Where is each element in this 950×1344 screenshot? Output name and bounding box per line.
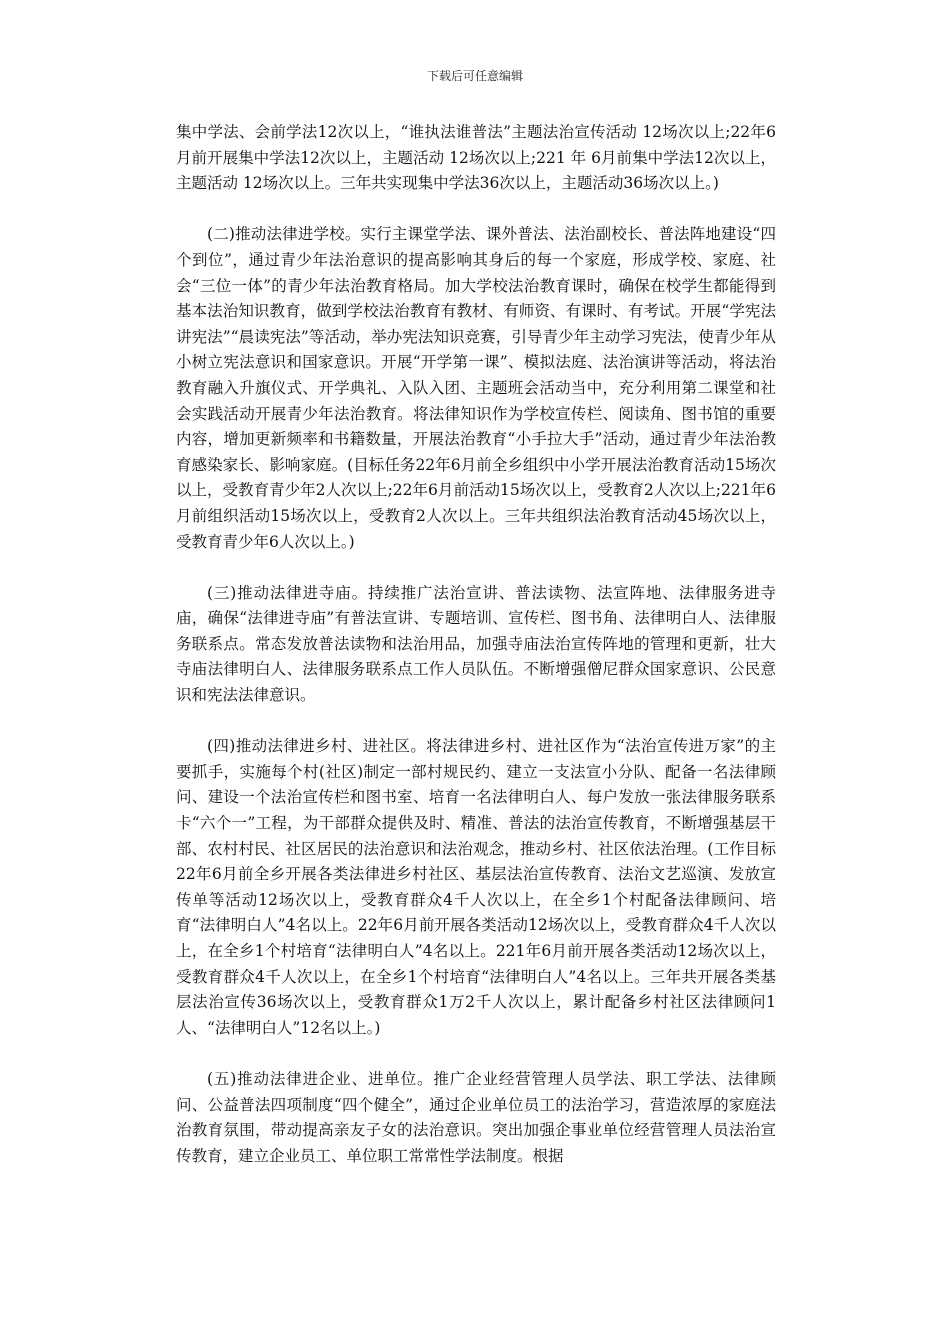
paragraph-law-into-temples: (三)推动法律进寺庙。持续推广法治宣讲、普法读物、法宣阵地、法律服务进寺庙，确保“法律进寺庙”有普法宣讲、专题培训、宣传栏、图书角、法律明白人、法律服务联系点。常态发放普法读物和法治用品，加强寺庙法治宣传阵地的管理和更新，壮大寺庙法律明白人、法律服务联系点工作人员队伍。不断增强僧尼群众国家意识、公民意识和宪法法律意识。: [176, 583, 776, 705]
paragraph-law-into-villages-communities: (四)推动法律进乡村、进社区。将法律进乡村、进社区作为“法治宣传进万家”的主要抓手，实施每个村(社区)制定一部村规民约、建立一支法宣小分队、配备一名法律顾问、建设一个法治宣传栏和图书室、培育一名法律明白人、每户发放一张法律服务联系卡“六个一”工程，为干部群众提供及时、精准、普法的法治宣传教育，不断增强基层干部、农村村民、社区居民的法治意识和法治观念，推动乡村、社区依法治理。(工作目标22年6月前全乡开展各类法律进乡村社区、基层法治宣传教育、法治文艺巡演、发放宣传单等活动12场次以上，受教育群众4千人次以上，在全乡1个村配备法律顾问、培育“法律明白人”4名以上。22年6月前开展各类活动12场次以上，受教育群众4千人次以上，在全乡1个村培育“法律明白人”4名以上。221年6月前开展各类活动12场次以上，受教育群众4千人次以上，在全乡1个村培育“法律明白人”4名以上。三年共开展各类基层法治宣传36场次以上，受教育群众1万2千人次以上，累计配备乡村社区法律顾问1人、“法律明白人”12名以上。): [176, 737, 776, 1037]
paragraph-continuation: 集中学法、会前学法12次以上，“谁执法谁普法”主题法治宣传活动 12场次以上;22年6月前开展集中学法12次以上，主题活动 12场次以上;221 年 6月前集中学法12次以上，主题活动 12场次以上。三年共实现集中学法36次以上，主题活动36场次以上。): [176, 123, 776, 193]
document-body: [176, 120, 776, 1169]
page-header: 下载后可任意编辑: [426, 69, 523, 83]
paragraph-law-into-enterprises-units: (五)推动法律进企业、进单位。推广企业经营管理人员学法、职工学法、法律顾问、公益普法四项制度“四个健全”，通过企业单位员工的法治学习，营造浓厚的家庭法治教育氛围，带动提高亲友子女的法治意识。突出加强企事业单位经营管理人员法治宣传教育，建立企业员工、单位职工常常性学法制度。根据: [176, 1069, 776, 1165]
paragraph-law-into-schools: (二)推动法律进学校。实行主课堂学法、课外普法、法治副校长、普法阵地建设“四个到位”，通过青少年法治意识的提高影响其身后的每一个家庭，形成学校、家庭、社会“三位一体”的青少年法治教育格局。加大学校法治教育课时，确保在校学生都能得到基本法治知识教育，做到学校法治教育有教材、有师资、有课时、有考试。开展“学宪法讲宪法”“晨读宪法”等活动，举办宪法知识竞赛，引导青少年主动学习宪法，使青少年从小树立宪法意识和国家意识。开展“开学第一课”、模拟法庭、法治演讲等活动，将法治教育融入升旗仪式、开学典礼、入队入团、主题班会活动当中，充分利用第二课堂和社会实践活动开展青少年法治教育。将法律知识作为学校宣传栏、阅读角、图书馆的重要内容，增加更新频率和书籍数量，开展法治教育“小手拉大手”活动，通过青少年法治教育感染家长、影响家庭。(目标任务22年6月前全乡组织中小学开展法治教育活动15场次以上，受教育青少年2人次以上;22年6月前活动15场次以上，受教育2人次以上;221年6月前组织活动15场次以上，受教育2人次以上。三年共组织法治教育活动45场次以上，受教育青少年6人次以上。): [176, 225, 776, 551]
